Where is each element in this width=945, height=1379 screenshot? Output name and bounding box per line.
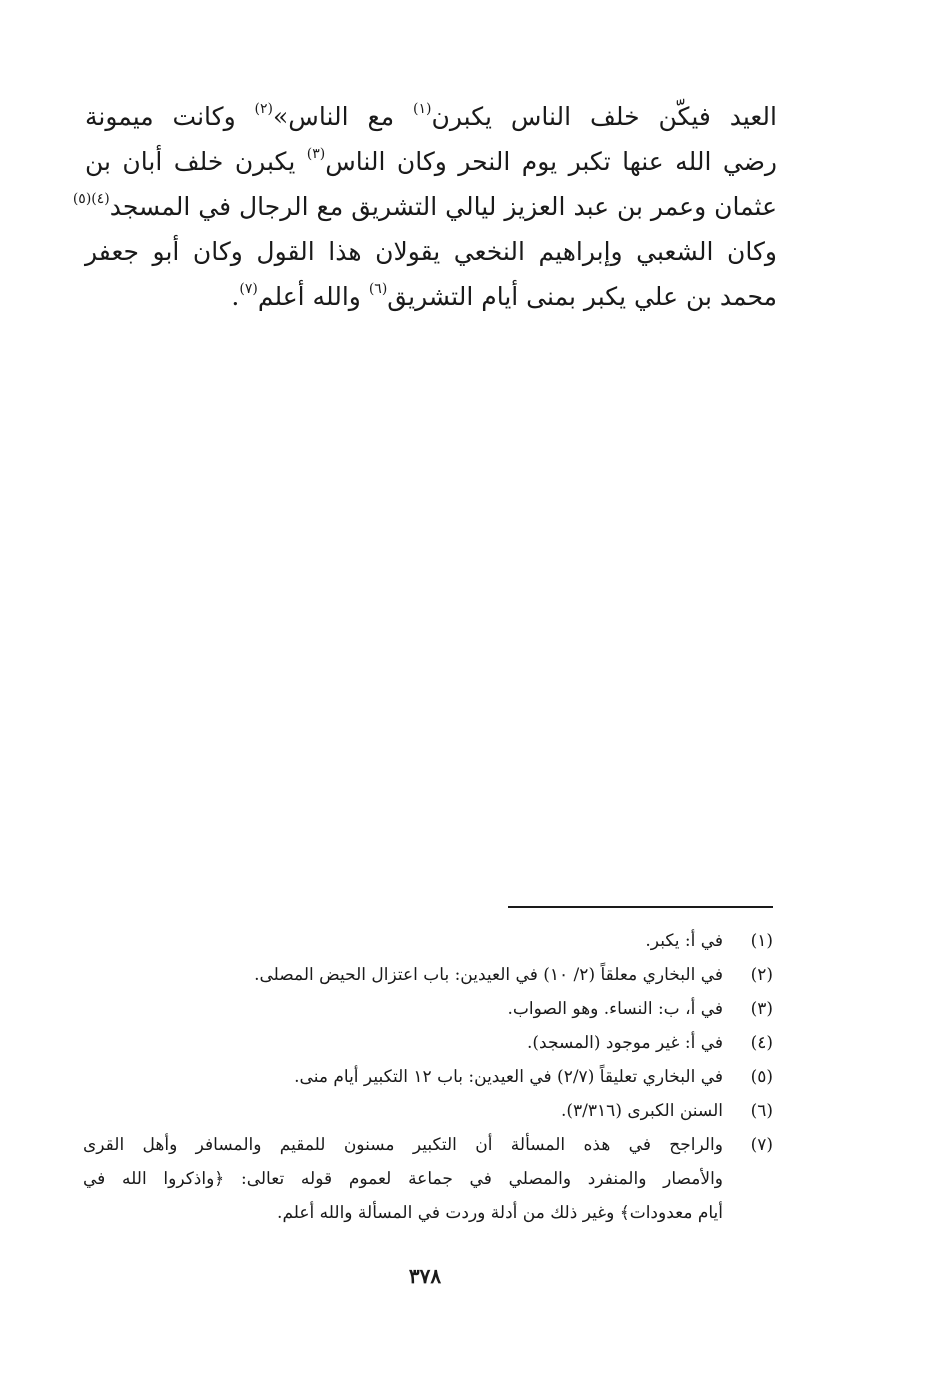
footnote-text: في أ: يكبر. <box>645 931 723 951</box>
footnote-number: (٢) <box>750 965 773 985</box>
footnote-number: (٦) <box>750 1101 773 1121</box>
footnotes-list <box>83 924 773 1230</box>
main-text-line: العيد فيكّن خلف الناس يكبرن$^{(١)}$ مع الناس»$^{(٢)}$ وكانت ميمونة <box>85 101 777 131</box>
footnote <box>83 992 773 1026</box>
page-number: ٣٧٨ <box>408 1264 442 1288</box>
footnote-ref[interactable]: (٦) <box>368 281 388 297</box>
footnote-ref[interactable]: (٢) <box>254 101 274 117</box>
footnote <box>83 1060 773 1094</box>
footnote-text: والراجح في هذه المسألة أن التكبير مسنون للمقيم والمسافر وأهل القرى <box>83 1135 723 1155</box>
footnote <box>83 1026 773 1060</box>
footnote-text: أيام معدودات﴾ وغير ذلك من أدلة وردت في المسألة والله أعلم. <box>277 1203 723 1223</box>
footnote <box>83 1094 773 1128</box>
footnote-ref[interactable]: (٧) <box>239 281 258 297</box>
footnote-ref[interactable]: (١) <box>413 101 432 117</box>
footnote-number: (٣) <box>750 999 773 1019</box>
footnote-text: والأمصار والمنفرد والمصلي في جماعة لعموم قوله تعالى: ﴿واذكروا الله في <box>83 1169 723 1189</box>
main-text-line: عثمان وعمر بن عبد العزيز ليالي التشريق مع الرجال في المسجد$^{(٤)(٥)}$ <box>72 191 777 221</box>
footnote-number: (١) <box>750 931 773 951</box>
footnote <box>83 1128 773 1230</box>
footnote <box>83 958 773 992</box>
footnote-ref[interactable]: (٤)(٥) <box>72 191 110 207</box>
main-text <box>72 94 777 319</box>
main-text-line: محمد بن علي يكبر بمنى أيام التشريق$^{(٦)}$ والله أعلم$^{(٧)}$. <box>231 281 777 311</box>
footnote <box>83 924 773 958</box>
footnote-text: في أ: غير موجود (المسجد). <box>527 1033 723 1053</box>
footnote-text: في أ، ب: النساء. وهو الصواب. <box>507 999 723 1019</box>
footnote-divider <box>508 906 773 908</box>
footnote-ref[interactable]: (٣) <box>306 146 326 162</box>
footnote-number: (٤) <box>750 1033 773 1053</box>
footnote-text: في البخاري تعليقاً (٢/٧) في العيدين: باب ١٢ التكبير أيام منى. <box>294 1067 723 1087</box>
footnote-text: في البخاري معلقاً (٢/ ١٠) في العيدين: باب اعتزال الحيض المصلى. <box>254 965 723 985</box>
main-text-line: وكان الشعبي وإبراهيم النخعي يقولان هذا القول وكان أبو جعفر <box>85 237 777 266</box>
footnote-number: (٥) <box>750 1067 773 1087</box>
footnote-number: (٧) <box>750 1135 773 1155</box>
main-text-line: رضي الله عنها تكبر يوم النحر وكان الناس$^{(٣)}$ يكبرن خلف أبان بن <box>85 146 777 176</box>
footnote-text: السنن الكبرى (٣/٣١٦). <box>561 1101 723 1121</box>
